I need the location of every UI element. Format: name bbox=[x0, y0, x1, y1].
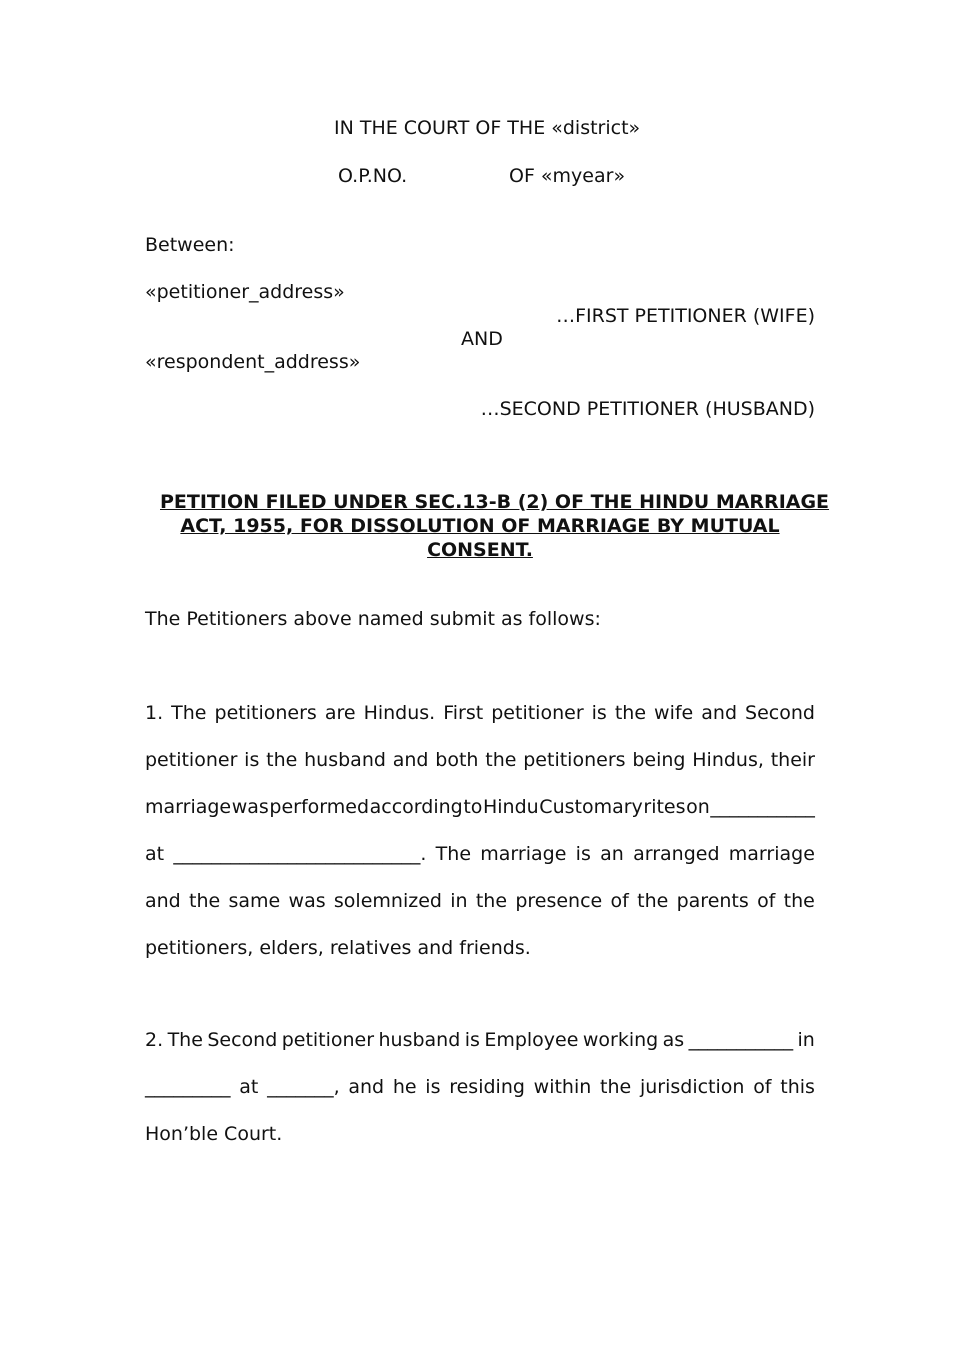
word: Hindu bbox=[482, 796, 539, 818]
word: of bbox=[610, 890, 629, 912]
word: The bbox=[167, 1029, 203, 1051]
word: petitioners bbox=[214, 702, 317, 724]
word: the bbox=[783, 890, 815, 912]
word: solemnized bbox=[333, 890, 442, 912]
word: Second bbox=[207, 1029, 278, 1051]
word: the bbox=[600, 1076, 632, 1098]
word: The bbox=[435, 843, 472, 865]
word: are bbox=[324, 702, 356, 724]
word: Hindus. bbox=[363, 702, 436, 724]
word: ___________ bbox=[688, 1029, 794, 1051]
paragraph-line bbox=[145, 842, 815, 866]
word: this bbox=[780, 1076, 815, 1098]
word: in bbox=[450, 890, 468, 912]
paragraph-1 bbox=[145, 701, 815, 960]
word: at bbox=[145, 843, 165, 865]
word: is bbox=[575, 843, 591, 865]
paragraph-line bbox=[145, 748, 815, 772]
word: parents bbox=[676, 890, 749, 912]
word: to bbox=[463, 796, 483, 818]
paragraph-last-line: Hon’ble Court. bbox=[145, 1123, 283, 1145]
petitioner-address: «petitioner_address» bbox=[145, 281, 345, 303]
paragraph-2 bbox=[145, 1028, 815, 1146]
and-label: AND bbox=[461, 328, 503, 350]
petition-title-line: PETITION FILED UNDER SEC.13-B (2) OF THE HINDU MARRIAGE bbox=[160, 491, 830, 513]
word: marriage bbox=[480, 843, 567, 865]
word: within bbox=[533, 1076, 592, 1098]
word: and bbox=[701, 702, 738, 724]
paragraph-line bbox=[145, 889, 815, 913]
word: is bbox=[591, 702, 607, 724]
word: marriage bbox=[728, 843, 815, 865]
word: their bbox=[770, 749, 815, 771]
word: same bbox=[228, 890, 281, 912]
word: ___________ bbox=[710, 796, 815, 818]
word: The bbox=[171, 702, 207, 724]
word: was bbox=[231, 796, 269, 818]
between-label: Between: bbox=[145, 234, 235, 256]
word: is bbox=[464, 1029, 480, 1051]
word: petitioners bbox=[523, 749, 626, 771]
word: the bbox=[637, 890, 669, 912]
paragraph-line bbox=[145, 795, 815, 819]
word: and bbox=[348, 1076, 385, 1098]
word: petitioner bbox=[281, 1029, 375, 1051]
word: Employee bbox=[484, 1029, 579, 1051]
word: residing bbox=[449, 1076, 525, 1098]
word: according bbox=[369, 796, 463, 818]
first-petitioner-label: …FIRST PETITIONER (WIFE) bbox=[556, 305, 815, 327]
word: he bbox=[392, 1076, 417, 1098]
word: jurisdiction bbox=[639, 1076, 745, 1098]
word: is bbox=[244, 749, 260, 771]
word: is bbox=[425, 1076, 441, 1098]
word: both bbox=[435, 749, 479, 771]
word: the bbox=[475, 890, 508, 912]
word: of bbox=[757, 890, 776, 912]
word: and bbox=[392, 749, 429, 771]
second-petitioner-label: …SECOND PETITIONER (HUSBAND) bbox=[480, 398, 815, 420]
word: First bbox=[443, 702, 484, 724]
word: the bbox=[485, 749, 517, 771]
petition-title bbox=[160, 490, 830, 562]
op-year-label: OF «myear» bbox=[509, 165, 626, 187]
word: and bbox=[145, 890, 181, 912]
word: the bbox=[614, 702, 647, 724]
word: wife bbox=[654, 702, 694, 724]
word: Second bbox=[745, 702, 815, 724]
word: Customary bbox=[539, 796, 643, 818]
word: _________ bbox=[145, 1076, 231, 1098]
word: of bbox=[753, 1076, 772, 1098]
word: performed bbox=[269, 796, 370, 818]
respondent-address: «respondent_address» bbox=[145, 351, 361, 373]
word: the bbox=[189, 890, 221, 912]
word: petitioner bbox=[491, 702, 584, 724]
paragraph-last-line: petitioners, elders, relatives and friends. bbox=[145, 937, 531, 959]
word: Hindus, bbox=[692, 749, 764, 771]
word: as bbox=[662, 1029, 685, 1051]
word: husband bbox=[304, 749, 386, 771]
word: presence bbox=[515, 890, 603, 912]
word: 2. bbox=[145, 1029, 164, 1051]
word: _______, bbox=[267, 1076, 340, 1098]
word: arranged bbox=[633, 843, 720, 865]
word: petitioner bbox=[145, 749, 238, 771]
paragraph-line bbox=[145, 1028, 815, 1052]
word: at bbox=[239, 1076, 259, 1098]
word: in bbox=[797, 1029, 815, 1051]
intro-text: The Petitioners above named submit as follows: bbox=[145, 608, 601, 630]
word: 1. bbox=[145, 702, 164, 724]
word: husband bbox=[378, 1029, 461, 1051]
word: an bbox=[600, 843, 624, 865]
word: being bbox=[632, 749, 686, 771]
word: working bbox=[582, 1029, 659, 1051]
word: on bbox=[686, 796, 710, 818]
word: marriage bbox=[145, 796, 232, 818]
petition-title-line: CONSENT. bbox=[427, 539, 533, 561]
word: rites bbox=[643, 796, 686, 818]
court-line: IN THE COURT OF THE «district» bbox=[334, 117, 641, 139]
paragraph-line bbox=[145, 1075, 815, 1099]
op-number-label: O.P.NO. bbox=[338, 165, 408, 187]
word: __________________________. bbox=[173, 843, 427, 865]
word: was bbox=[288, 890, 326, 912]
paragraph-line bbox=[145, 701, 815, 725]
word: the bbox=[266, 749, 298, 771]
petition-title-line: ACT, 1955, FOR DISSOLUTION OF MARRIAGE BY MUTUAL bbox=[180, 515, 780, 537]
